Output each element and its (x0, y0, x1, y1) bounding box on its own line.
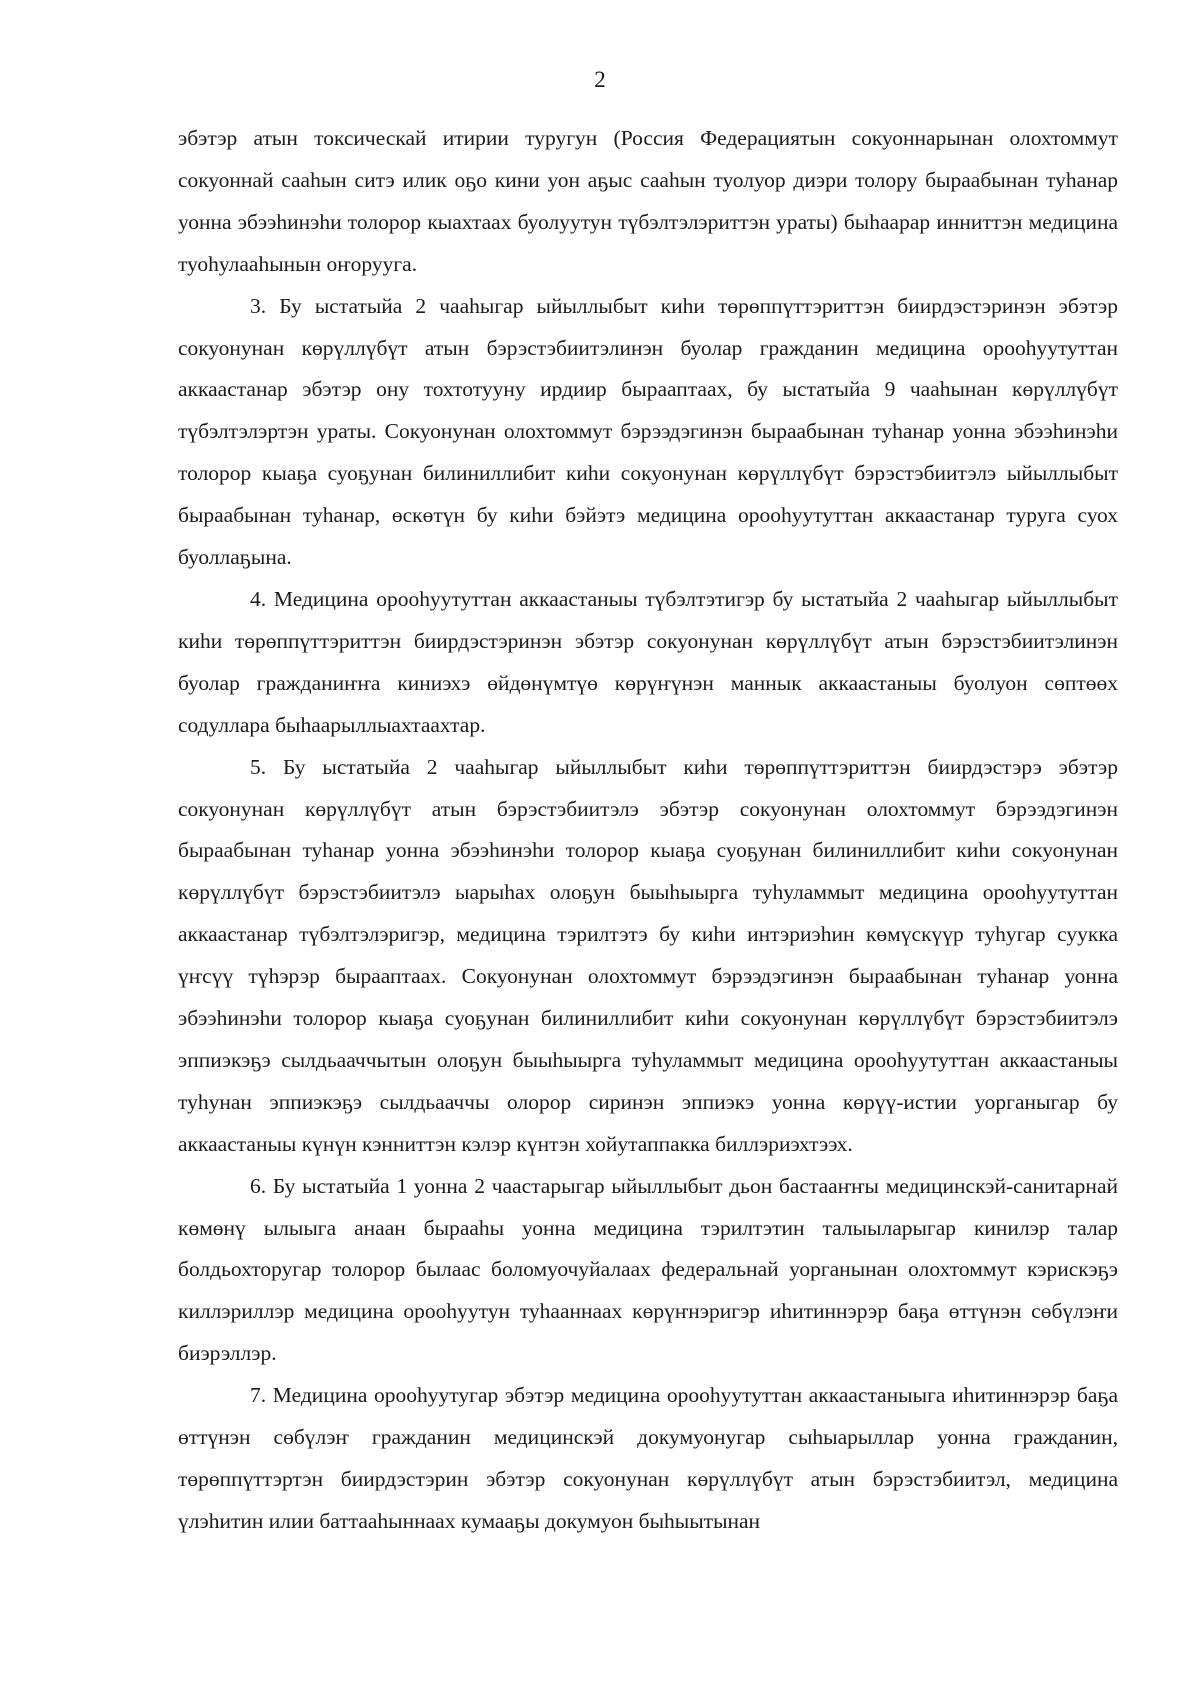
page-number: 2 (594, 67, 606, 92)
paragraph-4: 4. Медицина орооһуутуттан аккаастаныы түбэлтэтигэр бу ыстатыйа 2 чааһыгар ыйыллыбыт киһи төрөппүттэриттэн биирдэстэринэн эбэтэр сокуонунан көрүллүбүт атын бэрэстэбиитэлинэн буолар гражданиҥҥа киниэхэ өйдөнүмтүө көрүҥүнэн маннык аккаастаныы буолуон сөптөөх содуллара быһаарыллыахтаахтар. (178, 586, 1118, 737)
paragraph-3: 3. Бу ыстатыйа 2 чааһыгар ыйыллыбыт киһи төрөппүттэриттэн биирдэстэринэн эбэтэр сокуонунан көрүллүбүт атын бэрэстэбиитэлинэн буолар гражданин медицина орооһуутуттан аккаастанар эбэтэр ону тохтотууну ирдиир бырааптаах, бу ыстатыйа 9 чааһынан көрүллүбүт түбэлтэлэртэн ураты. Сокуонунан олохтоммут бэрээдэгинэн быраабынан туһанар уонна эбээһинэһи толорор кыаҕа суоҕунан билиниллибит киһи сокуонунан көрүллүбүт бэрэстэбиитэлэ ыйыллыбыт быраабынан туһанар, өскөтүн бу киһи бэйэтэ медицина орооһуутуттан аккаастанар туруга суох буоллаҕына. (178, 293, 1118, 570)
paragraph-5: 5. Бу ыстатыйа 2 чааһыгар ыйыллыбыт киһи төрөппүттэриттэн биирдэстэрэ эбэтэр сокуонунан көрүллүбүт атын бэрэстэбиитэлэ эбэтэр сокуонунан олохтоммут бэрээдэгинэн быраабынан туһанар уонна эбээһинэһи толорор кыаҕа суоҕунан билиниллибит киһи сокуонунан көрүллүбүт бэрэстэбиитэлэ ыарыһах олоҕун быыһыырга туһуламмыт медицина орооһуутуттан аккаастанар түбэлтэлэригэр, медицина тэрилтэтэ бу киһи интэриэһин көмүскүүр туһугар суукка үҥсүү түһэрэр бырааптаах. Сокуонунан олохтоммут бэрээдэгинэн быраабынан туһанар уонна эбээһинэһи толорор кыаҕа суоҕунан билиниллибит киһи сокуонунан көрүллүбүт бэрэстэбиитэлэ эппиэкэҕэ сылдьааччытын олоҕун быыһыырга туһуламмыт медицина орооһуутуттан аккаастаныы туһунан эппиэкэҕэ сылдьааччы олорор сиринэн эппиэкэ уонна көрүү-истии уорганыгар бу аккаастаныы күнүн кэнниттэн кэлэр күнтэн хойутаппакка биллэриэхтээх. (178, 754, 1118, 1156)
paragraph-7: 7. Медицина орооһуутугар эбэтэр медицина орооһуутуттан аккаастаныыга иһитиннэрэр баҕа өттүнэн сөбүлэҥ гражданин медицинскэй докумуонугар сыһыарыллар уонна гражданин, төрөппүттэртэн биирдэстэрин эбэтэр сокуонунан көрүллүбүт атын бэрэстэбиитэл, медицина үлэһитин илии баттааһыннаах кумааҕы докумуон быһыытынан (178, 1383, 1118, 1533)
paragraph-6: 6. Бу ыстатыйа 1 уонна 2 чаастарыгар ыйыллыбыт дьон бастааҥҥы медицинскэй-санитарнай көмөнү ылыыга анаан бырааһы уонна медицина тэрилтэтин талыыларыгар кинилэр талар болдьохторугар толорор былаас боломуочуйалаах федеральнай уорганынан олохтоммут кэрискэҕэ киллэриллэр медицина орооһуутун туһааннаах көрүҥнэригэр иһитиннэрэр баҕа өттүнэн сөбүлэҥи биэрэллэр. (178, 1173, 1118, 1366)
paragraph-continuation: эбэтэр атын токсическай итирии туругун (Россия Федерациятын сокуоннарынан олохтоммут сокуоннай сааһын ситэ илик оҕо кини уон аҕыс сааһын туолуор диэри толору быраабынан туһанар уонна эбээһинэһи толорор кыахтаах буолуутун түбэлтэлэриттэн ураты) быһаарар инниттэн медицина туоһулааһынын оҥорууга. (178, 126, 1118, 276)
document-body (178, 118, 1118, 1543)
